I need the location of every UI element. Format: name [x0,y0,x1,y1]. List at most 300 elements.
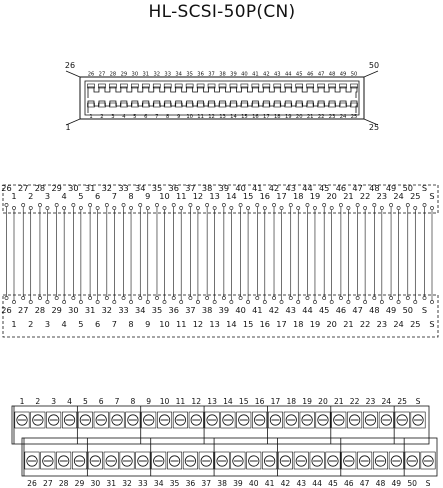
connector-pin-label: 26 [87,71,95,78]
wiring-top-label: 35 [151,183,163,193]
wire-terminal-dot [79,300,82,303]
wiring-second-label: 19 [309,191,321,201]
terminal-bottom-label: 38 [217,479,227,488]
wiring-bottom-lower-label-row [11,319,434,329]
wiring-wires [5,203,434,303]
terminal-top-label: 10 [159,397,170,406]
wiring-bottom-lower-label: 10 [159,319,170,329]
wiring-top-label: 30 [68,183,79,193]
wiring-bottom-lower-label: 12 [192,319,204,329]
connector-pin [252,103,259,107]
wire-terminal-dot [146,206,149,209]
connector-pin [153,103,160,107]
terminal-top-label: 16 [254,397,265,406]
terminal-top-label: 9 [146,397,152,406]
connector-corner-top-left: 26 [64,61,76,70]
connector-pin-label: 37 [208,71,215,78]
wire-terminal-dot [364,206,367,209]
connector-pin-label: 14 [230,114,237,120]
connector-top-pin-row [88,72,358,99]
connector-pin-label: 31 [142,71,150,78]
wiring-bottom-upper-label: 27 [18,305,29,315]
wire-terminal-dot [38,296,41,299]
wire-terminal-dot [105,296,108,299]
wiring-bottom-lower-label: 20 [326,319,337,329]
connector-pin-label: 44 [284,71,292,78]
terminal-top-label: 20 [318,397,328,406]
connector-pin-label: 1 [89,114,93,120]
terminal-top-label: 13 [207,397,217,406]
terminal-bottom-label: 35 [169,479,180,488]
wire-terminal-dot [356,296,359,299]
terminal-bottom-label: 48 [375,479,386,488]
wire-terminal-dot [196,300,199,303]
wire-terminal-dot [373,203,376,206]
terminal-bottom-label: 26 [27,479,37,488]
wiring-bottom-lower-label: 24 [393,319,404,329]
wiring-bottom-upper-label: 44 [302,305,313,315]
wire-terminal-dot [297,300,300,303]
wire-terminal-dot [289,296,292,299]
wire-terminal-dot [323,203,326,206]
connector-pin-label: 25 [350,114,358,120]
wire-terminal-dot [122,203,125,206]
connector-pin [285,103,292,107]
wire-terminal-dot [339,296,342,299]
wiring-second-label: 10 [159,191,170,201]
connector-pin-label: 34 [175,71,182,78]
terminal-bottom-label: 45 [328,479,338,488]
terminal-bottom-label: 32 [122,479,132,488]
wiring-bottom-lower-label: 6 [94,319,101,329]
terminal-top-label: 2 [35,397,41,406]
wire-terminal-dot [397,300,400,303]
wire-terminal-dot [272,296,275,299]
wiring-second-label: 15 [242,191,254,201]
wiring-top-label: 43 [285,183,296,193]
connector-pin-label: 29 [120,71,128,78]
terminal-block-section [12,397,437,488]
wire-terminal-dot [12,300,15,303]
wire-terminal-dot [113,206,116,209]
wiring-bottom-upper-label: 26 [1,305,12,315]
wiring-bottom-lower-label: 19 [309,319,321,329]
terminal-top-label: 1 [19,397,25,406]
connector-corner-top-right: 50 [368,61,380,70]
wire-terminal-dot [289,203,292,206]
terminal-top-label: 15 [238,397,249,406]
wiring-bottom-upper-label: 46 [335,305,347,315]
wiring-bottom-upper-label: 50 [402,305,413,315]
connector-pin [98,103,105,107]
connector-leader-top-left [66,71,80,77]
wiring-bottom-upper-label: S [421,305,428,315]
terminal-bottom-label: 42 [280,479,291,488]
wiring-second-label: 16 [259,191,271,201]
wiring-bottom-upper-label: 36 [168,305,179,315]
connector-pin-label: 22 [317,114,325,120]
wire-terminal-dot [189,296,192,299]
wire-terminal-dot [380,206,383,209]
connector-pin-label: 12 [208,114,215,120]
wiring-second-label: 18 [293,191,304,201]
wiring-top-label: 37 [185,183,196,193]
wiring-bottom-upper-label: 43 [285,305,296,315]
wiring-bottom-upper-label: 30 [68,305,79,315]
wire-terminal-dot [280,300,283,303]
wire-terminal-dot [239,296,242,299]
wiring-bottom-upper-label: 48 [369,305,380,315]
wiring-bottom-upper-label: 41 [252,305,263,315]
terminal-bottom-label: 28 [58,479,69,488]
terminal-bottom-label: 49 [391,479,402,488]
wiring-second-label: 21 [343,191,354,201]
wire-terminal-dot [5,296,8,299]
wiring-second-label: 3 [44,191,51,201]
wiring-bottom-lower-label: 1 [11,319,17,329]
wiring-bottom-lower-label: 23 [376,319,388,329]
wiring-top-label: 32 [101,183,113,193]
wire-terminal-dot [272,203,275,206]
connector-corner-bottom-left: 1 [65,123,71,132]
terminal-top-label: S [415,397,421,406]
wire-terminal-dot [29,300,32,303]
wire-terminal-dot [38,203,41,206]
wiring-second-label: 22 [359,191,371,201]
wiring-bottom-lower-label: 2 [28,319,34,329]
wiring-second-label: 7 [111,191,117,201]
wire-terminal-dot [380,300,383,303]
wiring-bottom-upper-label: 35 [151,305,163,315]
wiring-bottom-upper-label: 29 [51,305,62,315]
connector-pin-label: 49 [339,71,347,78]
connector-top-contact-strip [88,87,357,98]
wire-terminal-dot [46,206,49,209]
connector-pin [274,103,281,107]
wire-terminal-dot [155,203,158,206]
wiring-top-label: 48 [369,183,380,193]
wire-terminal-dot [89,203,92,206]
wire-terminal-dot [306,203,309,206]
wiring-second-label: 1 [11,191,17,201]
connector-pin [329,103,336,107]
wire-terminal-dot [72,296,75,299]
connector-pin [142,103,149,107]
terminal-top-label: 22 [349,397,360,406]
wiring-bottom-upper-label: 45 [318,305,330,315]
wire-terminal-dot [423,203,426,206]
wiring-bottom-upper-label: 47 [352,305,363,315]
wiring-bottom-lower-label: 18 [293,319,304,329]
wiring-section [1,183,438,337]
connector-pin-label: 7 [155,114,159,120]
wire-terminal-dot [129,300,132,303]
wiring-top-label: 45 [318,183,330,193]
terminal-top-label: 24 [381,397,392,406]
wiring-bottom-lower-label: 11 [175,319,187,329]
wiring-top-label: 27 [18,183,29,193]
wire-terminal-dot [297,206,300,209]
wiring-second-label: 5 [78,191,84,201]
diagram-title: HL-SCSI-50P(CN) [148,2,296,22]
wiring-bottom-lower-label: 9 [145,319,151,329]
wire-terminal-dot [12,206,15,209]
wire-terminal-dot [213,206,216,209]
wiring-bottom-upper-label: 37 [185,305,196,315]
wire-terminal-dot [246,206,249,209]
connector-pin [120,103,127,107]
wire-terminal-dot [22,296,25,299]
wire-terminal-dot [330,300,333,303]
wire-terminal-dot [347,206,350,209]
wiring-bottom-upper-label: 33 [118,305,129,315]
connector-pin [230,103,237,107]
wire-terminal-dot [373,296,376,299]
wire-terminal-dot [129,206,132,209]
wire-terminal-dot [172,203,175,206]
wire-terminal-dot [180,300,183,303]
wiring-top-label: 42 [268,183,280,193]
wiring-top-label: 39 [218,183,230,193]
wiring-bottom-lower-label: 8 [128,319,134,329]
connector-pin-label: 17 [263,114,270,120]
terminal-top-label: 7 [114,397,120,406]
connector-pin [208,103,215,107]
wire-terminal-dot [230,206,233,209]
connector-pin [131,103,138,107]
wire-terminal-dot [239,203,242,206]
terminal-top-label: 4 [67,397,72,406]
wire-terminal-dot [72,203,75,206]
terminal-bottom-label: 40 [248,479,259,488]
wiring-bottom-lower-label: 21 [343,319,354,329]
terminal-top-label: 23 [365,397,376,406]
wire-terminal-dot [163,206,166,209]
terminal-bottom-label: 30 [90,479,101,488]
terminal-bottom-label: 37 [201,479,212,488]
connector-pin-label: 23 [328,114,336,120]
wiring-top-label: 38 [201,183,213,193]
connector-pin-label: 40 [241,71,248,78]
connector-pin [296,103,303,107]
connector-bottom-pin-row [88,101,358,120]
wiring-bottom-upper-label: 42 [268,305,280,315]
connector-pin [197,103,204,107]
wire-terminal-dot [414,206,417,209]
wiring-top-label: S [421,183,428,193]
wire-terminal-dot [89,296,92,299]
connector-pin [186,103,193,107]
wiring-top-label: 46 [335,183,347,193]
terminal-top-label: 21 [333,397,344,406]
terminal-top-label: 14 [223,397,233,406]
terminal-bottom-label: 31 [106,479,117,488]
wire-terminal-dot [246,300,249,303]
wiring-top-label: 50 [402,183,413,193]
connector-pin-label: 32 [153,71,161,78]
wiring-second-label: 13 [209,191,220,201]
wiring-bottom-lower-label: 14 [226,319,237,329]
connector-pin [241,103,248,107]
wiring-bottom-lower-label: 13 [209,319,220,329]
wiring-second-label: S [429,191,435,201]
terminal-top-label: 8 [130,397,136,406]
terminal-bottom-label: 50 [407,479,417,488]
connector-pin-label: 39 [230,71,237,78]
wiring-bottom-upper-label: 32 [101,305,113,315]
wiring-second-label: 6 [94,191,101,201]
terminal-bottom-label: 39 [233,479,243,488]
connector-pin-label: 13 [219,114,226,120]
wire-terminal-dot [96,300,99,303]
scsi-connector [65,61,379,132]
connector-leader-top-right [364,71,378,77]
terminal-bottom-label: 33 [138,479,148,488]
connector-pin-label: 10 [186,114,193,120]
wiring-top-label: 49 [385,183,397,193]
wire-terminal-dot [306,296,309,299]
terminal-block-bottom-labels [27,479,430,488]
terminal-block-top-labels [20,397,421,406]
wire-terminal-dot [313,206,316,209]
connector-pin-label: 21 [306,114,314,120]
terminal-top-label: 18 [286,397,297,406]
connector-pin-label: 43 [273,71,281,78]
connector-pin-label: 3 [111,114,115,120]
connector-pin-label: 46 [306,71,314,78]
connector-pin-label: 28 [109,71,117,78]
connector-pin [88,103,95,107]
wire-terminal-dot [139,296,142,299]
connector-pin [219,103,226,107]
connector-pin-label: 45 [295,71,303,78]
wiring-bottom-upper-label: 49 [385,305,397,315]
terminal-top-label: 6 [98,397,104,406]
terminal-bottom-label: 47 [359,479,370,488]
wire-terminal-dot [256,296,259,299]
wire-terminal-dot [389,203,392,206]
wiring-top-label: 28 [34,183,46,193]
terminal-top-label: 17 [270,397,281,406]
wire-terminal-dot [423,296,426,299]
wiring-bottom-lower-label: 25 [410,319,421,329]
connector-pin-label: 27 [98,71,106,78]
wiring-second-label: 12 [192,191,204,201]
wiring-second-label: 9 [145,191,151,201]
wire-terminal-dot [414,300,417,303]
wiring-top-label: 36 [168,183,179,193]
wiring-top-label: 26 [1,183,12,193]
connector-outline [80,77,364,119]
wiring-top-label: 31 [84,183,96,193]
wiring-second-label: 25 [410,191,421,201]
wire-terminal-dot [230,300,233,303]
wiring-bottom-lower-label: 3 [44,319,51,329]
wire-terminal-dot [339,203,342,206]
wire-terminal-dot [430,206,433,209]
wire-terminal-dot [406,296,409,299]
wire-terminal-dot [155,296,158,299]
wire-terminal-dot [406,203,409,206]
wire-terminal-dot [163,300,166,303]
wire-terminal-dot [430,300,433,303]
connector-pin-label: 24 [339,114,347,120]
wire-terminal-dot [256,203,259,206]
wiring-bottom-upper-label-row [1,305,427,315]
wire-terminal-dot [29,206,32,209]
wiring-second-label: 2 [28,191,34,201]
wire-terminal-dot [79,206,82,209]
connector-pin-label: 41 [252,71,259,78]
connector-pin-label: 18 [273,114,281,120]
wiring-bottom-lower-label: 4 [61,319,67,329]
wiring-top-label: 29 [51,183,62,193]
wire-terminal-dot [172,296,175,299]
wire-terminal-dot [46,300,49,303]
wire-terminal-dot [196,206,199,209]
connector-pin-label: 20 [295,114,303,120]
wire-terminal-dot [364,300,367,303]
wiring-second-label: 17 [276,191,287,201]
connector-pin-label: 11 [197,114,204,120]
connector-pin-label: 6 [144,114,148,120]
wiring-bottom-dashed-box [3,295,438,337]
wiring-bottom-upper-label: 34 [135,305,146,315]
wire-terminal-dot [146,300,149,303]
terminal-bottom-label: 34 [153,479,164,488]
terminal-bottom-label: S [425,479,431,488]
wire-terminal-dot [22,203,25,206]
terminal-top-label: 12 [191,397,202,406]
wire-terminal-dot [63,206,66,209]
connector-pin [164,103,171,107]
connector-pin-label: 5 [133,114,137,120]
terminal-bottom-label: 41 [264,479,275,488]
wiring-second-label: 23 [376,191,388,201]
wire-terminal-dot [222,296,225,299]
wire-terminal-dot [347,300,350,303]
wiring-bottom-lower-label: 17 [276,319,287,329]
wire-terminal-dot [206,203,209,206]
connector-pin [307,103,314,107]
wiring-second-label: 4 [61,191,67,201]
terminal-bottom-label: 46 [343,479,354,488]
connector-pin-label: 47 [317,71,325,78]
wiring-top-label: 44 [302,183,313,193]
terminal-bottom-label: 44 [312,479,322,488]
wiring-bottom-upper-label: 31 [84,305,96,315]
wire-terminal-dot [139,203,142,206]
wire-terminal-dot [313,300,316,303]
wire-terminal-dot [213,300,216,303]
connector-pin-label: 9 [177,114,181,120]
connector-pin [340,103,347,107]
wiring-bottom-upper-label: 38 [201,305,213,315]
wiring-bottom-upper-label: 39 [218,305,230,315]
wire-terminal-dot [122,296,125,299]
connector-pin [175,103,182,107]
terminal-top-label: 5 [82,397,88,406]
wiring-second-label: 20 [326,191,337,201]
wire-terminal-dot [113,300,116,303]
connector-pin [263,103,270,107]
terminal-bottom-label: 43 [296,479,307,488]
terminal-bottom-label: 29 [74,479,85,488]
wiring-bottom-lower-label: 5 [78,319,84,329]
wiring-bottom-lower-label: 7 [111,319,117,329]
wire-terminal-dot [5,203,8,206]
wiring-bottom-upper-label: 28 [34,305,46,315]
